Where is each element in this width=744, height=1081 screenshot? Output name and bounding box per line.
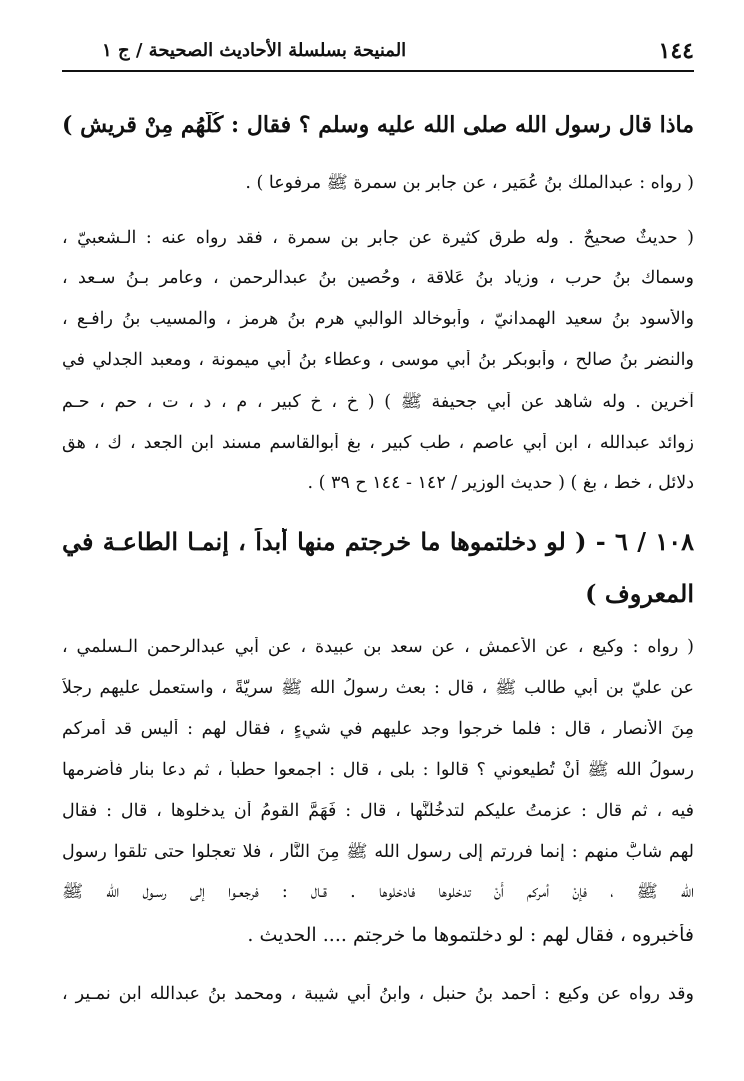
- page-header: [62, 32, 694, 68]
- text-line: لهم شابٌّ منهم : إنما فررتم إلى رسول الله ﷺ مِنَ النَّار ، فلا تعجلوا حتى تلقوا رسول: [62, 842, 694, 862]
- hadith-heading: ١٠٨ / ٦ - ( لو دخلتموها ما خرجتم منها أبداً ، إنمـا الطاعـة في: [62, 528, 694, 556]
- hadith-heading: المعروف ): [585, 580, 694, 608]
- text-line: ( رواه : عبدالملك بنُ عُمَير ، عن جابر بن سمرة ﷺ مرفوعا ) .: [245, 173, 694, 193]
- text-line: رسولُ الله ﷺ أَنْ تُطيعوني ؟ قالوا : بلى ، قال : اجمعوا حطباً ، ثم دعا بنار فأضرمها: [62, 760, 694, 780]
- text-line: عن عليّ بن أبي طالب ﷺ ، قال : بعث رسولُ الله ﷺ سريّةً ، واستعمل عليهم رجلاً: [62, 678, 694, 698]
- text-line: وسماك بنُ حرب ، وزياد بنُ عَلاقة ، وحُصين بنُ عبدالرحمن ، وعامر بـنُ سـعد ،: [62, 268, 694, 288]
- page-number: ١٤٤: [658, 38, 694, 64]
- running-title: المنيحة بسلسلة الأحاديث الصحيحة / ج ١: [102, 40, 407, 61]
- text-line: الله ﷺ ، فإنْ أمركم أَنْ تدخلوها فادخلوها . قـال : فرجعـوا إلى رسـول الله ﷺ: [62, 882, 694, 902]
- text-line: آخرين . وله شاهد عن أبي جحيفة ﷺ ) ( خ ، خ كبير ، م ، د ، ت ، حم ، حـم: [62, 392, 694, 412]
- text-line: زوائد عبدالله ، ابن أبي عاصم ، طب كبير ، بغ أبوالقاسم مسند ابن الجعد ، ك ، هق: [62, 433, 694, 453]
- text-line: ( رواه : وكيع ، عن الأعمش ، عن سعد بن عبيدة ، عن أبي عبدالرحمن الـسلمي ،: [62, 637, 694, 657]
- header-divider: [62, 70, 694, 72]
- text-line: دلائل ، خط ، بغ ) ( حديث الوزير / ١٤٢ - ١٤٤ ح ٣٩ ) .: [307, 473, 694, 493]
- text-line: مِنَ الأنصار ، قال : فلما خرجوا وجد عليهم في شيءٍ ، فقال لهم : أليس قد أمركم: [62, 719, 694, 739]
- text-line: ( حديثٌ صحيحٌ . وله طرق كثيرة عن جابر بن سمرة ، فقد رواه عنه : الـشعبيّ ،: [62, 228, 694, 248]
- text-line: والنضر بنُ صالح ، وأبوبكر بنُ أبي موسى ، وعطاء بنُ أبي ميمونة ، ومعبد الجدلي في: [62, 350, 694, 370]
- text-line: وقد رواه عن وكيع : أحمد بنُ حنبل ، وابنُ أبي شيبة ، ومحمد بنُ عبدالله ابن نمـير ،: [62, 984, 694, 1004]
- text-line: فأخبروه ، فقال لهم : لو دخلتموها ما خرجتم .... الحديث .: [247, 924, 694, 946]
- text-line: فيه ، ثم قال : عزمتُ عليكم لتدخُلُنَّها ، قال : فَهَمَّ القومُ أن يدخلوها ، قال : فقال: [62, 801, 694, 821]
- text-line: والأسود بنُ سعيد الهمدانيّ ، وأبوخالد الوالبي هرم بنُ هرمز ، والمسيب بنُ رافـع ،: [62, 309, 694, 329]
- text-line: ماذا قال رسول الله صلى الله عليه وسلم ؟ فقال : كُلُّهُم مِنْ قريش ): [62, 112, 694, 138]
